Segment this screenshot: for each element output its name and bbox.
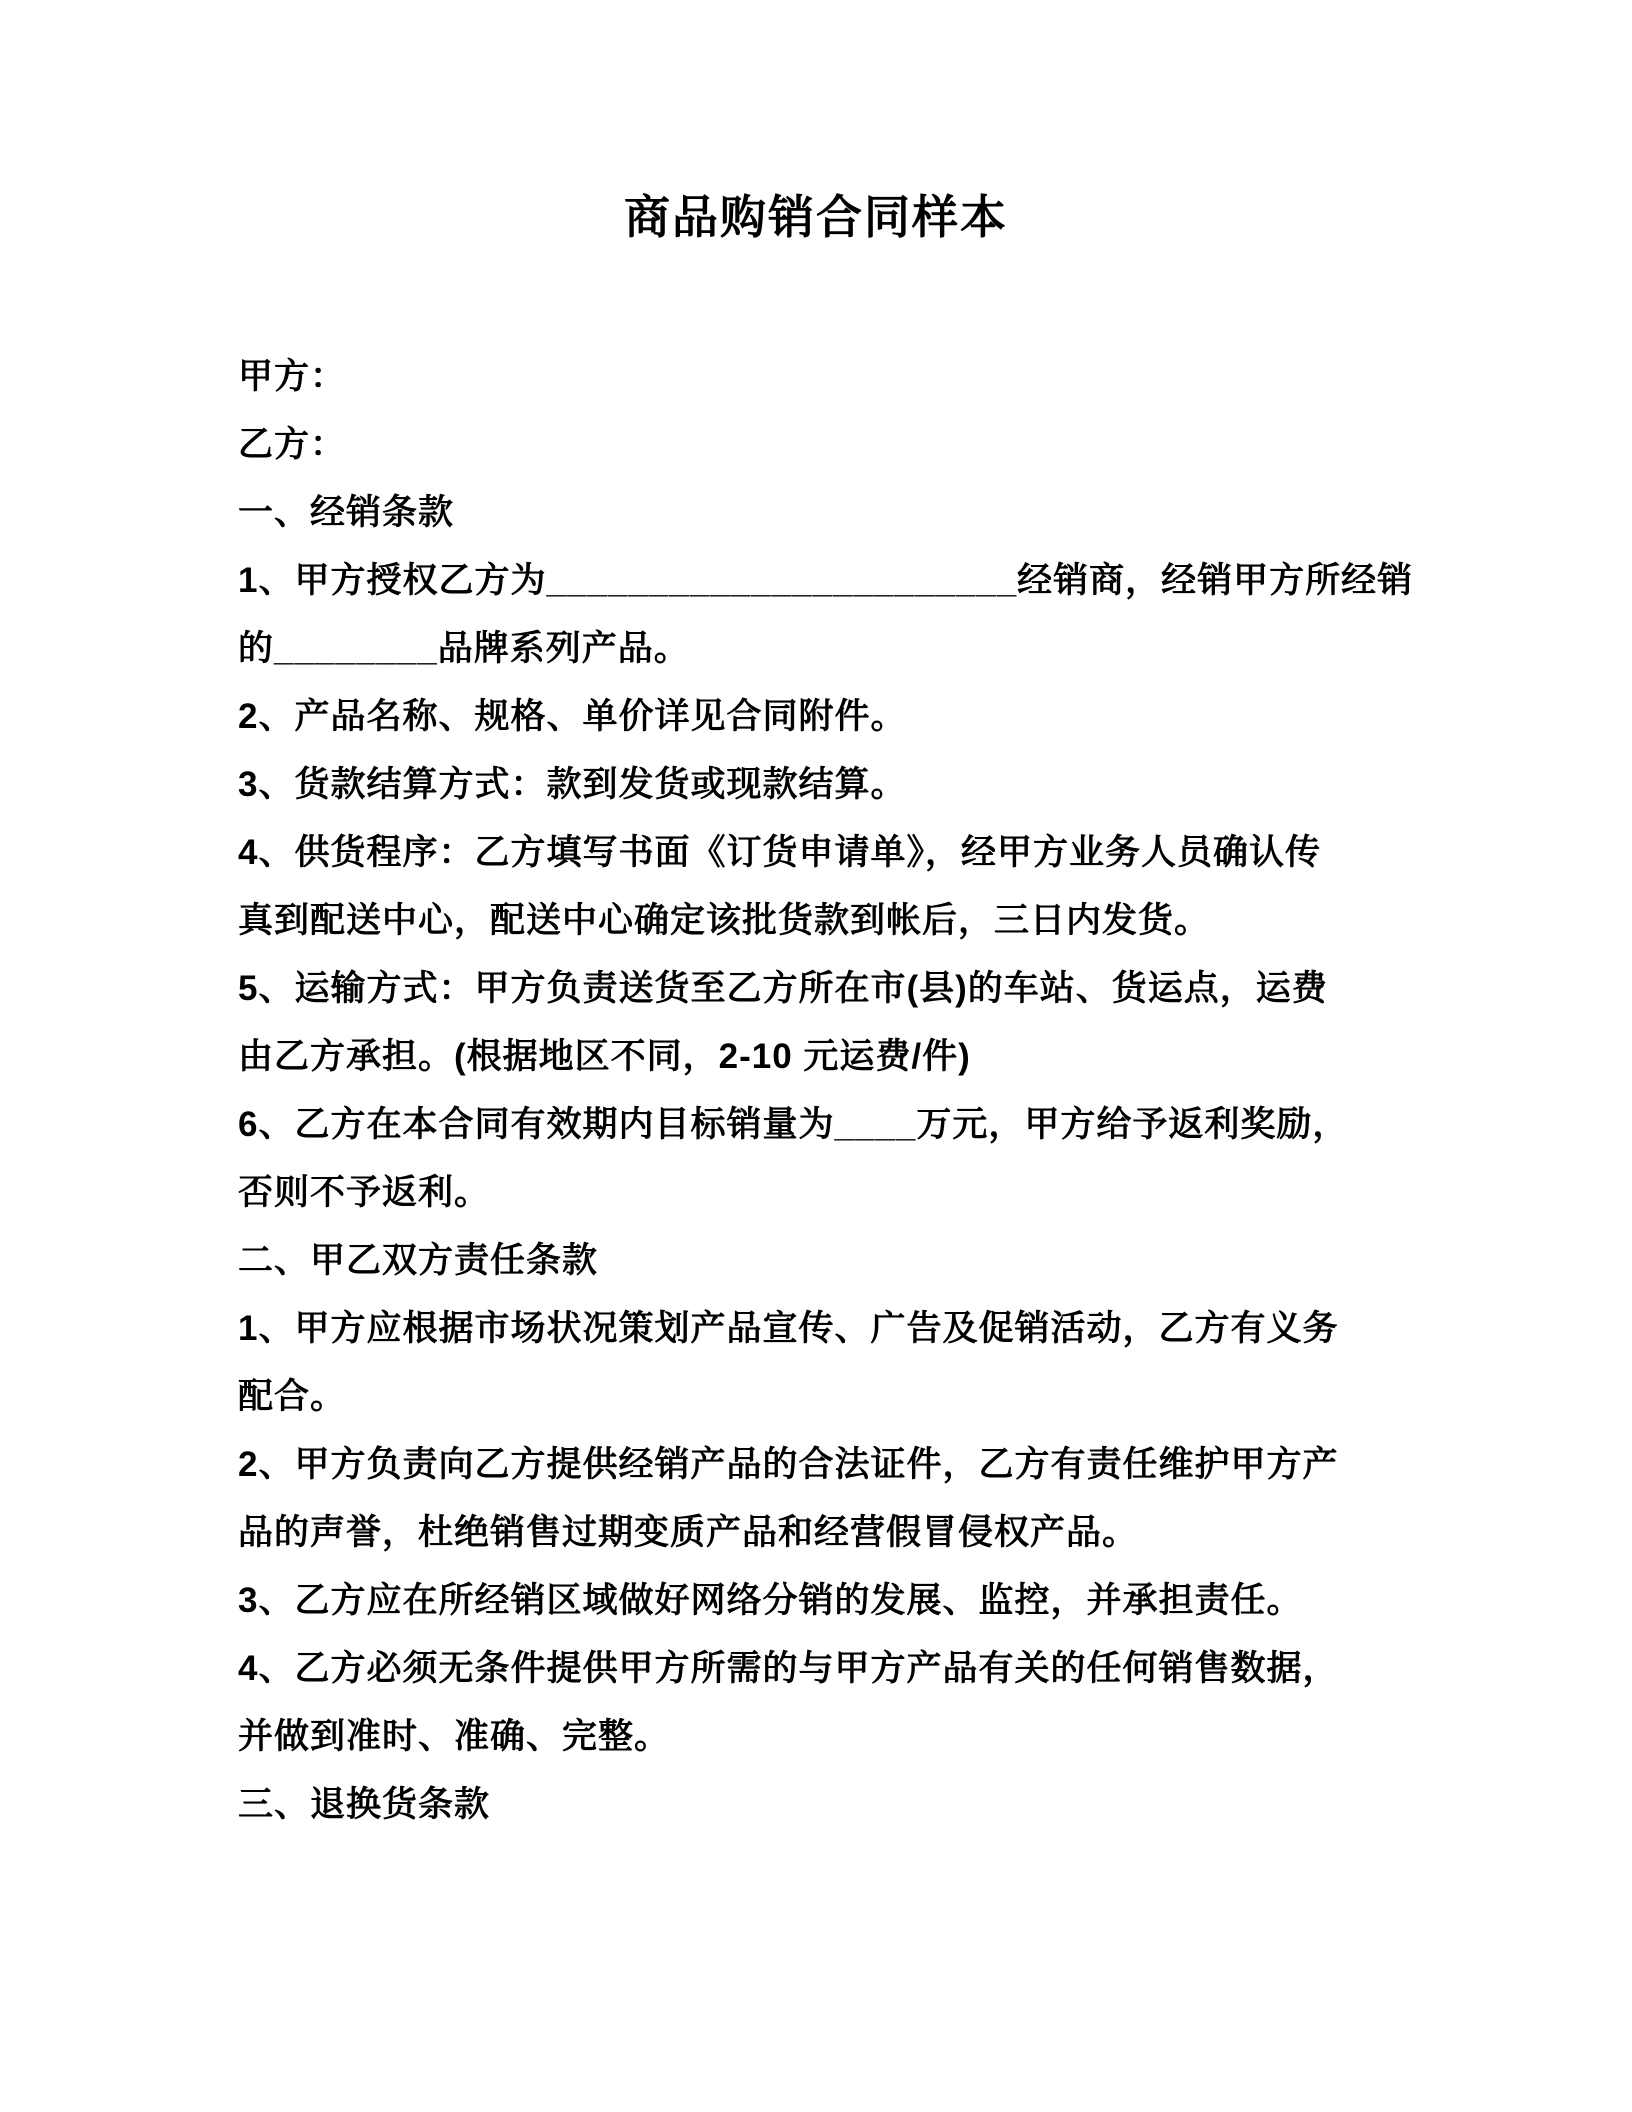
contract-line: 的________品牌系列产品。 <box>238 629 690 669</box>
document-title: 商品购销合同样本 <box>624 191 1008 243</box>
party-b-line: 乙方： <box>238 425 347 465</box>
contract-line: 3、货款结算方式：款到发货或现款结算。 <box>238 765 907 805</box>
contract-line: 2、甲方负责向乙方提供经销产品的合法证件，乙方有责任维护甲方产 <box>238 1445 1339 1485</box>
contract-line: 1、甲方应根据市场状况策划产品宣传、广告及促销活动，乙方有义务 <box>238 1309 1339 1349</box>
section-3-heading: 三、退换货条款 <box>238 1785 491 1825</box>
section-1-heading: 一、经销条款 <box>238 493 455 533</box>
contract-line: 并做到准时、准确、完整。 <box>238 1717 671 1757</box>
contract-line: 真到配送中心，配送中心确定该批货款到帐后，三日内发货。 <box>238 901 1211 941</box>
party-a-line: 甲方： <box>238 357 347 397</box>
contract-line: 4、供货程序：乙方填写书面《订货申请单》，经甲方业务人员确认传 <box>238 833 1321 873</box>
contract-line: 6、乙方在本合同有效期内目标销量为____万元，甲方给予返利奖励， <box>238 1105 1349 1145</box>
contract-line: 否则不予返利。 <box>238 1173 491 1213</box>
section-2-heading: 二、甲乙双方责任条款 <box>238 1241 599 1281</box>
contract-line: 由乙方承担。(根据地区不同，2-10 元运费/件) <box>238 1037 971 1077</box>
contract-line: 4、乙方必须无条件提供甲方所需的与甲方产品有关的任何销售数据， <box>238 1649 1339 1689</box>
contract-line: 5、运输方式：甲方负责送货至乙方所在市(县)的车站、货运点，运费 <box>238 969 1328 1009</box>
contract-line: 配合。 <box>238 1377 347 1417</box>
contract-line: 3、乙方应在所经销区域做好网络分销的发展、监控，并承担责任。 <box>238 1581 1303 1621</box>
contract-line: 1、甲方授权乙方为_______________________经销商，经销甲方所经销 <box>238 561 1414 601</box>
document-body <box>0 343 1632 1839</box>
contract-line: 2、产品名称、规格、单价详见合同附件。 <box>238 697 907 737</box>
contract-line: 品的声誉，杜绝销售过期变质产品和经营假冒侵权产品。 <box>238 1513 1139 1553</box>
